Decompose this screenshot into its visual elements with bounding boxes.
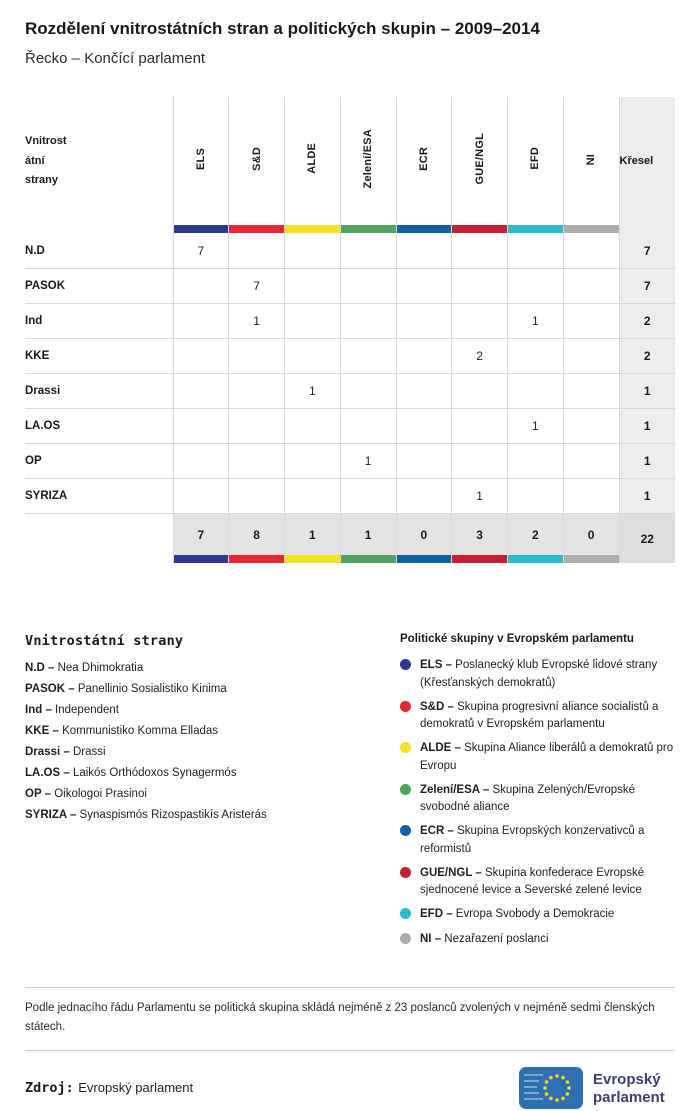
group-color-bar <box>396 555 452 563</box>
political-groups-legend-title: Politické skupiny v Evropském parlamentu <box>400 633 634 646</box>
table-row <box>25 268 675 303</box>
corner-line: Vnitrost <box>25 135 67 148</box>
group-color-bar <box>508 225 564 233</box>
value-cell <box>340 478 396 513</box>
party-legend-item: Ind – Independent <box>25 704 119 717</box>
table-row <box>25 233 675 268</box>
value-cell <box>229 443 285 478</box>
group-color-bar <box>452 555 508 563</box>
value-cell: 1 <box>452 478 508 513</box>
value-cell <box>563 233 619 268</box>
value-cell <box>173 303 229 338</box>
value-cell <box>173 478 229 513</box>
table-row <box>25 443 675 478</box>
value-cell <box>340 268 396 303</box>
group-color-bar <box>563 225 619 233</box>
value-cell <box>173 373 229 408</box>
group-color-bar <box>508 555 564 563</box>
eu-flag-icon <box>519 1067 583 1109</box>
table-header-row <box>25 97 675 225</box>
group-color-bar <box>396 225 452 233</box>
value-cell <box>452 373 508 408</box>
group-color-bar <box>285 225 341 233</box>
row-seats-total: 1 <box>619 408 675 443</box>
national-parties-legend-title: Vnitrostátní strany <box>25 633 184 650</box>
european-parliament-logo <box>519 1065 675 1111</box>
value-cell <box>563 338 619 373</box>
value-cell <box>396 373 452 408</box>
group-legend-item: ECR – Skupina Evropských konzervativců a reformistů <box>400 823 675 858</box>
group-color-dot <box>400 659 411 670</box>
group-color-dot <box>400 784 411 795</box>
source-label: Zdroj: <box>25 1079 74 1096</box>
value-cell <box>173 268 229 303</box>
value-cell <box>285 338 341 373</box>
group-color-bar <box>340 225 396 233</box>
political-groups-legend <box>400 633 675 955</box>
table-row <box>25 338 675 373</box>
corner-line: strany <box>25 173 59 186</box>
bottom-color-bar-row <box>25 555 675 563</box>
party-legend-item: N.D – Nea Dhimokratia <box>25 662 144 675</box>
seats-bar-spacer <box>619 225 675 233</box>
value-cell <box>452 233 508 268</box>
value-cell <box>340 408 396 443</box>
value-cell <box>508 373 564 408</box>
column-total: 2 <box>508 513 564 555</box>
group-color-bar <box>173 225 229 233</box>
value-cell <box>508 443 564 478</box>
value-cell <box>340 303 396 338</box>
column-total: 1 <box>340 513 396 555</box>
page-title: Rozdělení vnitrostátních stran a politických skupin – 2009–2014 <box>25 19 540 38</box>
value-cell <box>396 443 452 478</box>
value-cell <box>452 303 508 338</box>
value-cell <box>396 233 452 268</box>
party-name: PASOK <box>25 268 173 303</box>
value-cell <box>563 408 619 443</box>
table-row <box>25 408 675 443</box>
group-color-bar <box>285 555 341 563</box>
totals-row <box>25 513 675 555</box>
group-column-header: ELS <box>173 97 229 225</box>
value-cell <box>285 303 341 338</box>
group-legend-item: NI – Nezařazení poslanci <box>400 931 675 948</box>
table-row <box>25 478 675 513</box>
row-seats-total: 2 <box>619 303 675 338</box>
value-cell <box>340 233 396 268</box>
row-seats-total: 7 <box>619 268 675 303</box>
group-legend-item: EFD – Evropa Svobody a Demokracie <box>400 906 675 923</box>
national-parties-axis-label <box>25 132 173 190</box>
value-cell <box>508 233 564 268</box>
value-cell <box>563 373 619 408</box>
group-legend-item: Zelení/ESA – Skupina Zelených/Evropské svobodné aliance <box>400 782 675 817</box>
value-cell <box>340 373 396 408</box>
value-cell <box>285 233 341 268</box>
group-color-bar <box>563 555 619 563</box>
logo-text-line: parlament <box>593 1088 665 1106</box>
source <box>25 1079 193 1097</box>
table-row <box>25 373 675 408</box>
group-color-bar <box>229 555 285 563</box>
value-cell <box>452 408 508 443</box>
party-name: SYRIZA <box>25 478 173 513</box>
source-value: Evropský parlament <box>78 1079 194 1095</box>
group-column-header: GUE/NGL <box>452 97 508 225</box>
group-color-dot <box>400 933 411 944</box>
grand-total: 22 <box>619 513 675 563</box>
value-cell <box>508 478 564 513</box>
value-cell: 7 <box>229 268 285 303</box>
group-legend-item: ELS – Poslanecký klub Evropské lidové strany (Křesťanských demokratů) <box>400 657 675 692</box>
value-cell <box>173 338 229 373</box>
value-cell <box>508 268 564 303</box>
row-seats-total: 1 <box>619 443 675 478</box>
group-color-bar <box>452 225 508 233</box>
column-total: 8 <box>229 513 285 555</box>
spacer-cell <box>25 555 173 563</box>
party-name: N.D <box>25 233 173 268</box>
value-cell <box>173 443 229 478</box>
row-seats-total: 7 <box>619 233 675 268</box>
party-legend-item: KKE – Kommunistiko Komma Elladas <box>25 725 219 738</box>
table-row <box>25 303 675 338</box>
value-cell <box>452 443 508 478</box>
value-cell <box>229 408 285 443</box>
group-column-header: ECR <box>396 97 452 225</box>
column-total: 0 <box>396 513 452 555</box>
value-cell: 2 <box>452 338 508 373</box>
party-name: Ind <box>25 303 173 338</box>
color-bar-row <box>25 225 675 233</box>
value-cell <box>396 408 452 443</box>
value-cell <box>452 268 508 303</box>
value-cell <box>229 478 285 513</box>
spacer-cell <box>25 225 173 233</box>
value-cell <box>340 338 396 373</box>
group-column-header: S&D <box>229 97 285 225</box>
value-cell <box>285 408 341 443</box>
value-cell <box>396 478 452 513</box>
party-legend-item: LA.OS – Laikós Orthódoxos Synagermós <box>25 767 237 780</box>
national-parties-legend <box>25 633 400 955</box>
column-total: 1 <box>285 513 341 555</box>
seats-column-header: Křesel <box>619 97 675 225</box>
group-column-header: NI <box>563 97 619 225</box>
value-cell <box>508 338 564 373</box>
party-name: LA.OS <box>25 408 173 443</box>
column-total: 0 <box>563 513 619 555</box>
group-column-header: ALDE <box>285 97 341 225</box>
group-color-bar <box>229 225 285 233</box>
group-legend-item: GUE/NGL – Skupina konfederace Evropské sjednocené levice a Severské zelené levice <box>400 865 675 900</box>
group-legend-item: S&D – Skupina progresivní aliance socialistů a demokratů v Evropském parlamentu <box>400 699 675 734</box>
value-cell: 1 <box>340 443 396 478</box>
value-cell <box>173 408 229 443</box>
group-color-dot <box>400 825 411 836</box>
column-total: 3 <box>452 513 508 555</box>
row-seats-total: 2 <box>619 338 675 373</box>
value-cell: 1 <box>508 303 564 338</box>
value-cell <box>229 233 285 268</box>
value-cell <box>396 268 452 303</box>
row-seats-total: 1 <box>619 478 675 513</box>
value-cell <box>285 443 341 478</box>
group-color-dot <box>400 867 411 878</box>
value-cell <box>229 373 285 408</box>
column-total: 7 <box>173 513 229 555</box>
row-seats-total: 1 <box>619 373 675 408</box>
group-color-bar <box>340 555 396 563</box>
party-name: OP <box>25 443 173 478</box>
group-color-dot <box>400 701 411 712</box>
group-column-header: EFD <box>508 97 564 225</box>
value-cell: 1 <box>508 408 564 443</box>
group-legend-item: ALDE – Skupina Aliance liberálů a demokratů pro Evropu <box>400 740 675 775</box>
distribution-table <box>25 97 675 563</box>
value-cell <box>229 338 285 373</box>
group-color-dot <box>400 908 411 919</box>
footnote: Podle jednacího řádu Parlamentu se politická skupina skládá nejméně z 23 poslanců zvolených v nejméně sedmi členských státech. <box>25 987 675 1051</box>
source-row <box>25 1065 675 1111</box>
corner-line: átní <box>25 154 45 167</box>
group-color-dot <box>400 742 411 753</box>
page-subtitle: Řecko – Končící parlament <box>25 50 206 68</box>
corner-label <box>25 97 173 225</box>
group-color-bar <box>173 555 229 563</box>
party-name: KKE <box>25 338 173 373</box>
value-cell: 1 <box>229 303 285 338</box>
spacer-cell <box>25 513 173 555</box>
value-cell <box>563 443 619 478</box>
party-legend-item: OP – Oikologoi Prasinoi <box>25 788 147 801</box>
value-cell <box>563 303 619 338</box>
value-cell <box>396 303 452 338</box>
value-cell: 7 <box>173 233 229 268</box>
party-legend-item: PASOK – Panellinio Sosialistiko Kinima <box>25 683 227 696</box>
legend <box>25 633 675 955</box>
value-cell <box>396 338 452 373</box>
party-legend-item: SYRIZA – Synaspismós Rizospastikís Aristerás <box>25 809 267 822</box>
value-cell: 1 <box>285 373 341 408</box>
logo-text-line: Evropský <box>593 1070 661 1088</box>
group-column-header: Zelení/ESA <box>340 97 396 225</box>
value-cell <box>563 268 619 303</box>
value-cell <box>285 478 341 513</box>
value-cell <box>285 268 341 303</box>
party-legend-item: Drassi – Drassi <box>25 746 106 759</box>
party-name: Drassi <box>25 373 173 408</box>
value-cell <box>563 478 619 513</box>
